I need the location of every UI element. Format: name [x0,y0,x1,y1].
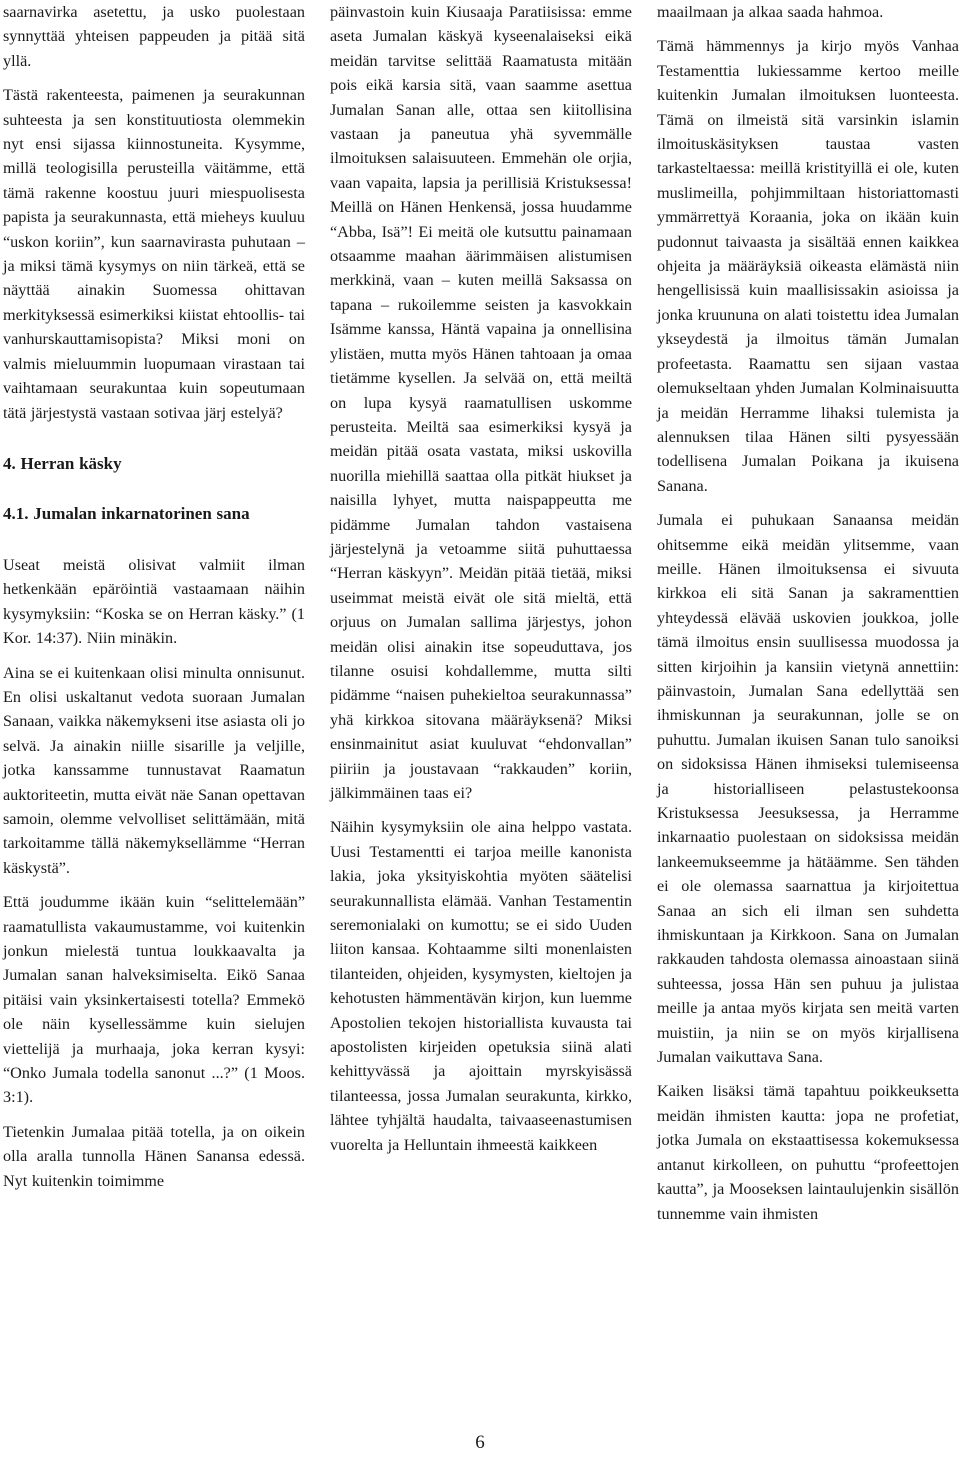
paragraph: Tästä rakenteesta, paimenen ja seurakunnan suhteesta ja sen konstituutiosta olemmekin nyt ensi sijassa kiinnostuneita. Kysymme, millä teologisilla perusteilla väitämme, että tämä rakenne koostuu juuri miespuolisesta papista ja seurakunnasta, että mieheys kuuluu “uskon koriin”, kun saarnavirasta puhutaan – ja miksi tämä kysymys on niin tärkeä, että se näyttää ainakin Suomessa ohittavan merkityksessä esimerkiksi kiistat ehtoollis- tai vanhurskauttamisopista? Miksi moni on valmis mieluummin luopumaan virastaan tai vaihtamaan seurakuntaa kuin sopeutumaan tätä järjestystä vastaan sotivaa järj estelyä? [3,86,305,422]
paragraph: Tämä hämmennys ja kirjo myös Vanhaa Testamenttia lukiessamme kertoo meille kuitenkin Jumalan ilmoituksen luonteesta. Tämä on ilmeistä sitä varsinkin islamin ilmoituskäsityksen taustaa vasten tarkasteltaessa: meillä kristityillä ei ole, kuten muslimeilla, pohjimmiltaan historiattomasti ymmärrettyä Koraania, joka on ikään kuin pudonnut taivaasta ja sisältää ennen kaikkea ohjeita ja määräyksiä oikeasta elämästä niin hengellisissä kuin maallisissakin asioissa ja jonka kruununa on alati toistettu idea Jumalan ykseydestä ja ilmoitus tämän Jumalan profeetasta. Raamattu sen sijaan vastaa olemukseltaan yhden Jumalan Kolminaisuutta ja meidän Herramme lihaksi tulemista ja alennuksen tilaa Hänen silti pysyessään todellisena Jumalan Poikana ja ikuisena Sanana. [657,37,959,495]
column-right [657,0,959,1226]
column-left [3,0,305,1193]
subsection-heading: 4.1. Jumalan inkarnatorinen sana [3,503,250,523]
paragraph: Että joudumme ikään kuin “selittelemään” raamatullista vakaumustamme, voi kuitenkin jonkun mielestä tuntua loukkaavalta ja Jumalan sanan halveksimiselta. Eikö Sanaa pitäisi vain yksinkertaisesti totella? Emmekö ole näin kysellessämme kuin sielujen viettelijä ja murhaaja, joka kerran kysyi: “Onko Jumala todella sanonut ...?” (1 Moos. 3:1). [3,893,305,1107]
paragraph: päinvastoin kuin Kiusaaja Paratiisissa: emme aseta Jumalan käskyä kyseenalaiseksi eikä meidän tarvitse selittää Raamatusta mitään pois eikä karsia sitä, vaan saamme asettua Jumalan Sanan alle, ottaa sen kiitollisina vastaan ja paneutua yhä syvemmälle ilmoituksen salaisuuteen. Emmehän ole orjia, vaan vapaita, lapsia ja perillisiä Kristuksessa! Meillä on Hänen Henkensä, jossa huudamme “Abba, Isä”! Ei meitä ole kutsuttu painamaan otsaamme maahan äärimmäisen alistumisen merkkinä, vaan – kuten meillä Saksassa on tapana – rukoilemme seisten ja kasvokkain Isämme kanssa, Häntä vapaina ja onnellisina ylistäen, mutta myös Hänen tahtoaan ja omaa tietämme kysellen. Ja selvää on, että meiltä on lupa kysyä raamatullisen uskomme perusteita. Meiltä saa esimerkiksi kysyä ja meidän pitää osata vastata, miksi uskovilla nuorilla miehillä saattaa olla pitkät hiukset ja naisilla lyhyet, mutta naispappeutta me pidämme Jumalan tahdon vastaisena järjestelynä ja vetoamme siitä puhuttaessa “Herran käskyyn”. Meidän pitää tietää, miksi useimmat meistä eivät ole sitä mieltä, että orjuus on Jumalan sallima järjestys, johon meidän olisi ainakin itse sopeuduttava, jos tilanne osuisi kohdallemme, mutta silti pidämme “naisen puhekieltoa seurakunnassa” yhä kirkkoa sitovana määräyksenä? Miksi ensinmainitut asiat kuuluvat “ehdonvallan” piiriin ja joustavaan “rakkauden” koriin, jälkimmäinen taas ei? [330,3,632,802]
paragraph: saarnavirka asetettu, ja usko puolestaan synnyttää yhteisen pappeuden ja pitää sitä yllä. [3,3,305,70]
paragraph: Aina se ei kuitenkaan olisi minulta onnisunut. En olisi uskaltanut vedota suoraan Jumalan Sanaan, vaikka näkemykseni itse asiasta oli jo selvä. Ja ainakin niille sisarille ja veljille, jotka kanssamme tunnustavat Raamatun auktoriteetin, mutta eivät näe Sanan opettavan samoin, olemme velvolliset selittämään, mitä tarkoitamme tällä näkemyksellämme “Herran käskystä”. [3,663,305,877]
page-number: 6 [475,1432,485,1453]
column-middle [330,0,632,1157]
paragraph: maailmaan ja alkaa saada hahmoa. [657,3,884,21]
paragraph: Kaiken lisäksi tämä tapahtuu poikkeuksetta meidän ihmisten kautta: jopa ne profetiat, jotka Jumala on ekstaattisessa kokemuksessa antanut kirkolleen, on puhuttu “profeettojen kautta”, ja Mooseksen laintaulujenkin sisällön tunnemme vain ihmisten [657,1082,959,1223]
paragraph: Tietenkin Jumalaa pitää totella, ja on oikein olla aralla tunnolla Hänen Sanansa edessä. Nyt kuitenkin toimimme [3,1122,305,1190]
section-heading: 4. Herran käsky [3,453,122,473]
paragraph: Useat meistä olisivat valmiit ilman hetkenkään epäröintiä vastaamaan näihin kysymyksiin: “Koska se on Herran käsky.” (1 Kor. 14:37). Niin minäkin. [3,555,305,648]
paragraph: Jumala ei puhukaan Sanaansa meidän ohitsemme eikä meidän ylitsemme, vaan meille. Hänen ilmoituksensa ei sivuuta kirkkoa eli sitä Sanan ja sakramenttien yhteydessä elävää uskovien joukkoa, jolle tämä ilmoitus ensin suullisessa muodossa ja sitten kirjoihin ja kansiin vietynä annettiin: päinvastoin, Jumalan Sana edellyttää sen ihmiskunnan ja seurakunnan, jolle se on puhuttu. Jumalan ikuisen Sanan tulo sanoiksi on sidoksissa Hänen ihmiseksi tulemiseensa ja historialliseen pelastustekoonsa Kristuksessa Jeesuksessa, ja Herramme inkarnaatio puolestaan on sidoksissa meidän lankeemukseemme ja hätäämme. Sen tähden ei ole olemassa saarnattua ja kirjoitettua Sanaa an sich eli ilman sen suhdetta ihmiskuntaan ja Kirkkoon. Sana on Jumalan rakkauden tahdosta olemassa ainoastaan siinä suhteessa, jossa Hän sen puhuu ja julistaa meille ja antaa myös kirjata sen meitä varten muistiin, ja niin se on myös kirjallisena Jumalan vaikuttava Sana. [657,511,959,1067]
paragraph: Näihin kysymyksiin ole aina helppo vastata. Uusi Testamentti ei tarjoa meille kanonista lakia, joka yksityiskohtia myöten säätelisi seurakunnallista elämää. Vanhan Testamentin seremonialaki on kumottu; se ei sido Uuden liiton kansaa. Kohtaamme silti monenlaisten tilanteiden, ohjeiden, kysymysten, kieltojen ja kehotusten hämmentävän kirjon, kun luemme Apostolien tekojen historiallista kuvausta tai apostolisten kirjeiden opetuksia siinä alati kehittyvässä ja ajoittain myrskyisässä tilanteessa, jossa Jumalan seurakunta, kirkko, lähtee tyhjältä haudalta, taivaaseenastumisen vuorelta ja Helluntain ihmeestä kaikkeen [330,818,632,1154]
